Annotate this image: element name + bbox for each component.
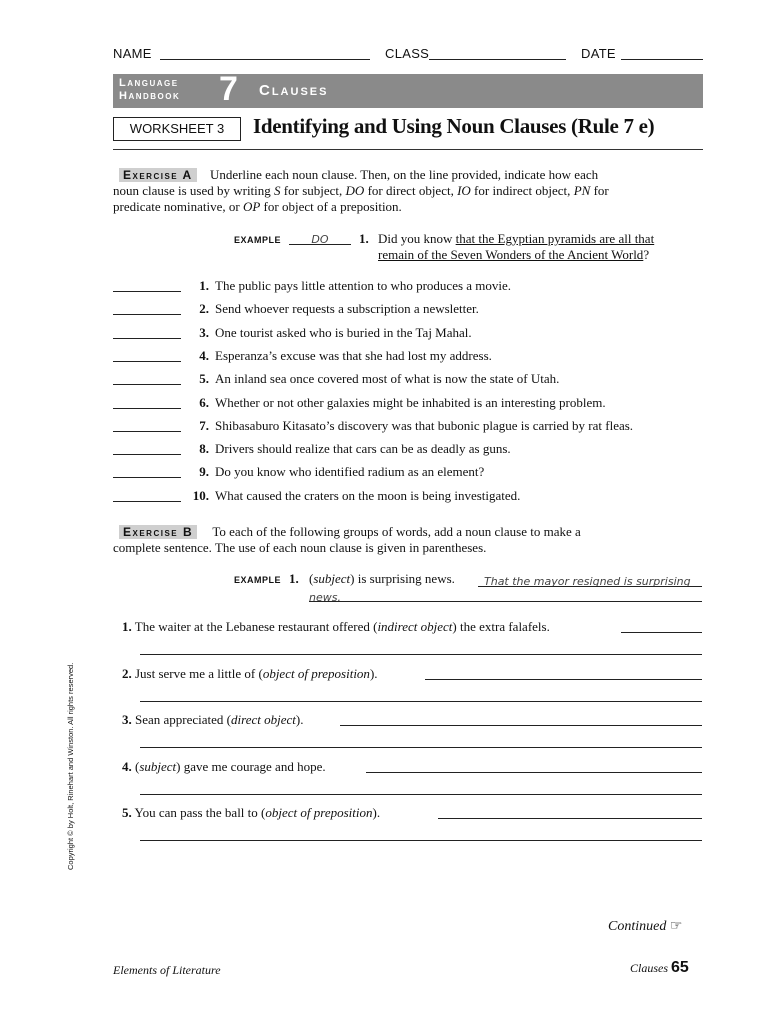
item-sentence: Shibasaburo Kitasato’s discovery was that bubonic plague is carried by rat fleas. [215, 417, 634, 433]
item-sentence: Do you know who identified radium as an element? [215, 464, 485, 480]
exercise-a-item [113, 395, 703, 413]
pointing-hand-icon: ☞ [669, 918, 683, 934]
item-clause-use: subject [139, 758, 177, 774]
item-prompt-end: ). [372, 805, 381, 820]
worksheet-label: WORKSHEET 3 [113, 117, 241, 141]
exercise-a-item [113, 278, 703, 296]
answer-line[interactable] [366, 772, 702, 773]
exercise-a-item [113, 348, 703, 366]
exercise-a-example-num: 1. [359, 231, 369, 246]
exercise-b-instructions [113, 524, 703, 556]
exercise-b-item [122, 619, 550, 635]
exercise-a-item [113, 325, 703, 343]
item-clause-use: object of preposition [265, 805, 373, 820]
exercise-a-line-1: Underline each noun clause. Then, on the line provided, indicate how each [209, 167, 599, 182]
exercise-b-label: Exercise B [119, 525, 197, 539]
item-number: 4. [199, 347, 209, 363]
item-prompt-start: Sean appreciated ( [135, 712, 232, 727]
class-label: CLASS [385, 46, 430, 61]
item-prompt-end: ). [295, 712, 304, 727]
answer-line[interactable] [140, 701, 702, 702]
exercise-b-example-prompt: (subject) is surprising news. [309, 571, 455, 586]
item-prompt-end: ) gave me courage and hope. [176, 758, 326, 774]
answer-line[interactable] [140, 794, 702, 795]
chapter-number: 7 [219, 70, 238, 108]
item-number: 3. [199, 324, 209, 340]
item-prompt-start: The waiter at the Lebanese restaurant offered ( [134, 619, 378, 634]
item-number: 8. [199, 441, 209, 457]
exercise-a-item [113, 371, 703, 389]
exercise-a-example-sentence: Did you know that the Egyptian pyramids are all that remain of the Seven Wonders of the Ancient World? [378, 231, 655, 262]
item-number: 9. [199, 464, 209, 480]
exercise-b-example-answer-1: That the mayor resigned is surprising [484, 575, 691, 587]
item-prompt-start: You can pass the ball to ( [134, 805, 266, 820]
item-prompt-end: ) the extra falafels. [452, 619, 550, 634]
item-sentence: What caused the craters on the moon is being investigated. [215, 487, 521, 503]
answer-blank[interactable] [113, 291, 181, 292]
date-label: DATE [581, 46, 616, 61]
item-number: 5. [199, 371, 209, 387]
answer-blank[interactable] [113, 454, 181, 455]
item-sentence: Esperanza’s excuse was that she had lost my address. [215, 347, 492, 363]
answer-line[interactable] [425, 679, 702, 680]
answer-line[interactable] [438, 818, 702, 819]
item-sentence: Send whoever requests a subscription a newsletter. [215, 301, 479, 317]
answer-blank[interactable] [113, 338, 181, 339]
item-number: 1. [199, 278, 209, 293]
item-number: 5. [122, 805, 132, 820]
exercise-a-example-answer: DO [311, 233, 329, 246]
continued-label: Continued [608, 919, 667, 934]
class-line [429, 59, 566, 60]
exercise-a-item [113, 464, 703, 482]
item-prompt-start: ( [135, 758, 140, 774]
exercise-b-item [122, 712, 303, 728]
banner-line-1: Language [119, 77, 179, 89]
item-sentence: The public pays little attention to who produces a movie. [215, 278, 512, 293]
exercise-b-line-1: To each of the following groups of words, add a noun clause to make a [212, 524, 581, 539]
exercise-a-example-answer-line [289, 230, 351, 245]
footer-section-label: Clauses [630, 961, 669, 975]
answer-blank[interactable] [113, 361, 181, 362]
answer-blank[interactable] [113, 501, 181, 502]
item-number: 1. [122, 619, 132, 634]
item-number: 3. [122, 712, 132, 727]
title-rule [113, 149, 703, 150]
item-prompt-end: ). [369, 665, 378, 681]
footer-book-title: Elements of Literature [113, 963, 221, 977]
exercise-b-item [122, 805, 380, 821]
item-clause-use: indirect object [377, 619, 453, 634]
exercise-a-item [113, 441, 703, 459]
item-clause-use: object of preposition [262, 665, 370, 681]
banner-handbook [119, 77, 180, 103]
exercise-b-example-label: EXAMPLE [234, 575, 282, 585]
exercise-a-line-2: noun clause is used by writing S for subject, DO for direct object, IO for indirect object, PN for [113, 183, 609, 198]
answer-line[interactable] [340, 725, 702, 726]
name-line [160, 59, 370, 60]
footer-section [630, 959, 689, 977]
exercise-b-item [122, 666, 378, 682]
answer-line[interactable] [140, 840, 702, 841]
page-number: 65 [671, 959, 689, 976]
answer-line[interactable] [140, 654, 702, 655]
chapter-title: Clauses [259, 82, 329, 99]
exercise-a-item [113, 418, 703, 436]
exercise-b-example-num: 1. [289, 571, 299, 586]
item-prompt-start: Just serve me a little of ( [135, 665, 263, 681]
exercise-a-example-label: EXAMPLE [234, 235, 282, 245]
copyright-notice: Copyright © by Holt, Rinehart and Winston. All rights reserved. [66, 662, 75, 870]
item-number: 6. [199, 394, 209, 410]
exercise-a-item [113, 488, 703, 506]
answer-line[interactable] [621, 632, 702, 633]
answer-blank[interactable] [113, 431, 181, 432]
item-number: 10. [192, 487, 209, 503]
item-clause-use: direct object [231, 712, 296, 727]
answer-line[interactable] [140, 747, 702, 748]
exercise-a-line-3: predicate nominative, or OP for object of a preposition. [113, 199, 402, 214]
chapter-banner [113, 70, 703, 108]
item-number: 4. [122, 758, 132, 774]
exercise-b-item [122, 759, 326, 775]
answer-blank[interactable] [113, 314, 181, 315]
exercise-a-label: Exercise A [119, 168, 197, 182]
worksheet-title: Identifying and Using Noun Clauses (Rule 7 e) [253, 114, 655, 138]
exercise-a-instructions [113, 167, 703, 215]
continued-note [608, 918, 682, 935]
exercise-a-item [113, 301, 703, 319]
exercise-b-example-answer-line-1 [478, 572, 702, 587]
item-sentence: One tourist asked who is buried in the Taj Mahal. [215, 324, 472, 340]
exercise-b-line-2: complete sentence. The use of each noun clause is given in parentheses. [113, 540, 487, 555]
banner-line-2: Handbook [119, 90, 181, 102]
answer-blank[interactable] [113, 477, 181, 478]
answer-blank[interactable] [113, 408, 181, 409]
item-sentence: An inland sea once covered most of what is now the state of Utah. [215, 371, 560, 387]
name-label: NAME [113, 46, 152, 61]
exercise-b-example-answer-2: news. [309, 591, 341, 604]
item-number: 2. [199, 301, 209, 317]
item-sentence: Drivers should realize that cars can be as deadly as guns. [215, 441, 511, 457]
date-line [621, 59, 703, 60]
item-number: 7. [199, 417, 209, 433]
exercise-b-example-answer-line-2 [309, 588, 702, 602]
item-number: 2. [122, 665, 132, 681]
answer-blank[interactable] [113, 384, 181, 385]
item-sentence: Whether or not other galaxies might be inhabited is an interesting problem. [215, 394, 606, 410]
